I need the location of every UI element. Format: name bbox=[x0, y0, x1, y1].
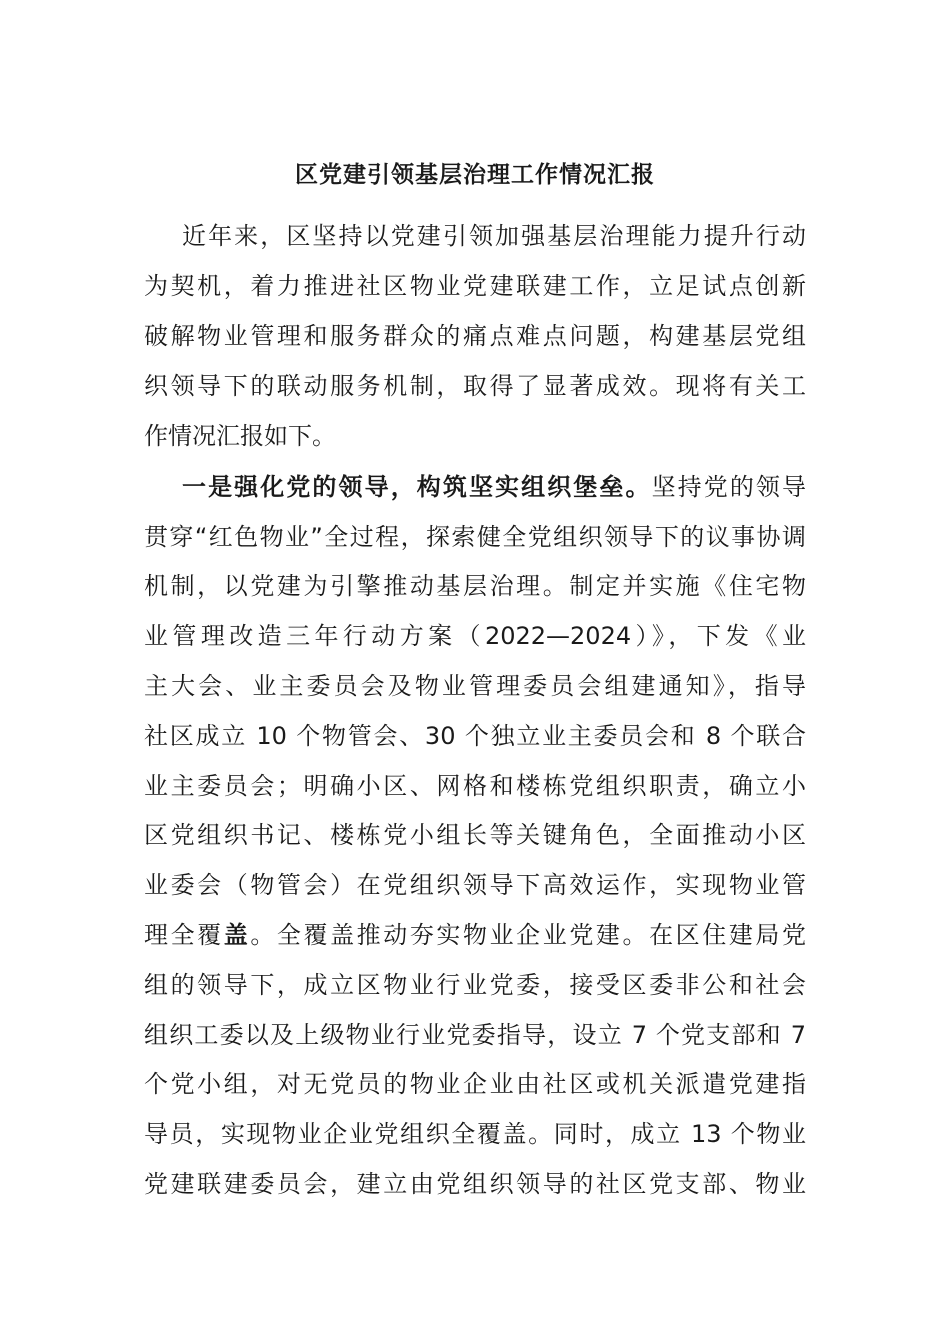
section1-line-5: 主大会、业主委员会及物业管理委员会组建通知》，指导 bbox=[144, 672, 806, 700]
section1-first-line bbox=[182, 469, 806, 505]
section1-line-15: 党建联建委员会，建立由党组织领导的社区党支部、物业 bbox=[144, 1170, 806, 1198]
section1-line-12: 组织工委以及上级物业行业党委指导，设立 7 个党支部和 7 bbox=[144, 1021, 806, 1049]
intro-line-1: 近年来，区坚持以党建引领加强基层治理能力提升行动 bbox=[182, 222, 806, 250]
section1-line-10-part-c: 。全覆盖推动夯实物业企业党建。在区住建局党 bbox=[250, 921, 807, 949]
section1-line-6: 社区成立 10 个物管会、30 个独立业主委员会和 8 个联合 bbox=[144, 722, 806, 750]
section1-heading: 一是强化党的领导，构筑坚实组织堡垒。 bbox=[182, 473, 652, 501]
section1-line-13: 个党小组，对无党员的物业企业由社区或机关派遣党建指 bbox=[144, 1070, 806, 1098]
section1-line-7: 业主委员会；明确小区、网格和楼栋党组织职责，确立小 bbox=[144, 772, 806, 800]
section1-line-14: 导员，实现物业企业党组织全覆盖。同时，成立 13 个物业 bbox=[144, 1120, 806, 1148]
section1-line-9: 业委会（物管会）在党组织领导下高效运作，实现物业管 bbox=[144, 871, 806, 899]
section1-line-2: 贯穿“红色物业”全过程，探索健全党组织领导下的议事协调 bbox=[144, 523, 806, 551]
section1-line-10-part-a: 理全覆 bbox=[144, 921, 224, 949]
document-title: 区党建引领基层治理工作情况汇报 bbox=[295, 162, 655, 188]
intro-line-2: 为契机，着力推进社区物业党建联建工作，立足试点创新 bbox=[144, 272, 806, 300]
section1-line-10 bbox=[144, 917, 806, 953]
intro-line-3: 破解物业管理和服务群众的痛点难点问题，构建基层党组 bbox=[144, 322, 806, 350]
section1-line-10-bold: 盖 bbox=[223, 921, 251, 949]
section1-line-3: 机制，以党建为引擎推动基层治理。制定并实施《住宅物 bbox=[144, 572, 806, 600]
section1-line-4: 业管理改造三年行动方案（2022—2024）》，下发《业 bbox=[144, 622, 806, 650]
intro-line-5: 作情况汇报如下。 bbox=[144, 422, 336, 450]
section1-line-8: 区党组织书记、楼栋党小组长等关键角色，全面推动小区 bbox=[144, 821, 806, 849]
section1-first-line-rest: 坚持党的领导 bbox=[651, 473, 807, 501]
intro-line-4: 织领导下的联动服务机制，取得了显著成效。现将有关工 bbox=[144, 372, 806, 400]
section1-line-11: 组的领导下，成立区物业行业党委，接受区委非公和社会 bbox=[144, 971, 806, 999]
